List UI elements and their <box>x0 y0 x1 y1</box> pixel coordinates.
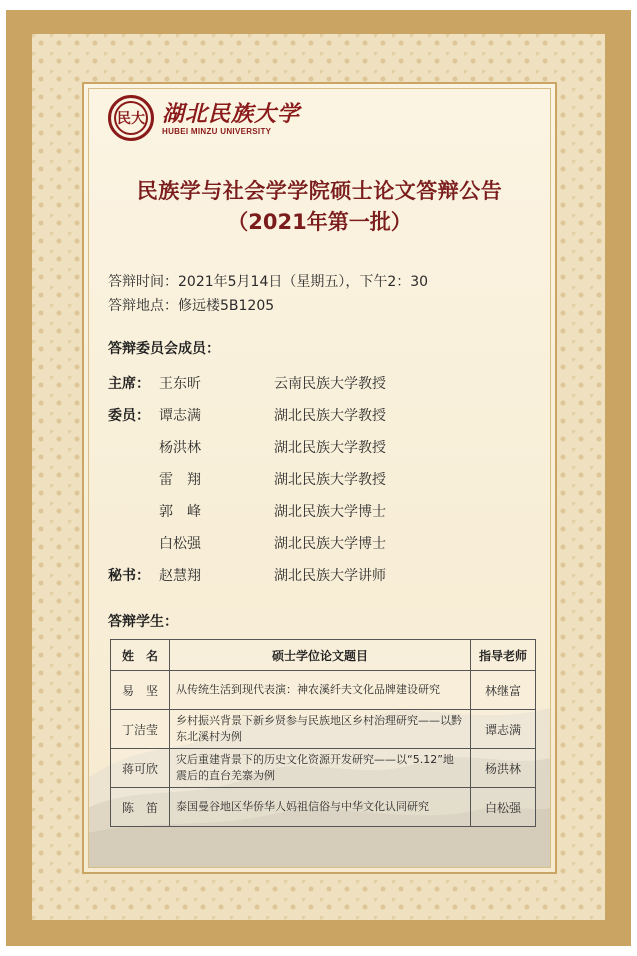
committee-name: 雷 翔 <box>159 472 201 488</box>
advisor-name: 林继富 <box>471 671 536 710</box>
committee-name: 白松强 <box>159 536 201 552</box>
thesis-title: 灾后重建背景下的历史文化资源开发研究——以“5.12”地震后的直台羌寨为例 <box>170 749 471 788</box>
page-subtitle: （2021年第一批） <box>227 210 412 234</box>
thesis-title: 乡村振兴背景下新乡贤参与民族地区乡村治理研究——以黔东北溪村为例 <box>170 710 471 749</box>
committee-name: 赵慧翔 <box>159 568 201 584</box>
advisor-name: 杨洪林 <box>471 749 536 788</box>
thesis-title: 从传统生活到现代表演：神农溪纤夫文化品牌建设研究 <box>170 671 471 710</box>
student-name: 丁洁莹 <box>111 710 170 749</box>
university-name-en: HUBEI MINZU UNIVERSITY <box>162 126 272 136</box>
table-row <box>111 671 536 710</box>
defense-place: 答辩地点：修远楼5B1205 <box>108 298 275 314</box>
student-name: 蒋可欣 <box>111 749 170 788</box>
committee-affiliation: 湖北民族大学教授 <box>274 408 386 424</box>
students-heading: 答辩学生： <box>108 614 178 630</box>
committee-name: 郭 峰 <box>159 504 201 520</box>
committee-name: 杨洪林 <box>159 440 201 456</box>
students-table <box>110 639 536 827</box>
committee-name: 王东昕 <box>159 376 201 392</box>
page-title: 民族学与社会学学院硕士论文答辩公告 <box>136 179 503 203</box>
committee-affiliation: 湖北民族大学教授 <box>274 472 386 488</box>
column-header-advisor: 指导老师 <box>471 640 536 671</box>
committee-role: 秘书： <box>108 568 150 584</box>
committee-name: 谭志满 <box>159 408 201 424</box>
table-row <box>111 749 536 788</box>
column-header-thesis: 硕士学位论文题目 <box>170 640 471 671</box>
committee-affiliation: 湖北民族大学博士 <box>274 536 386 552</box>
student-name: 陈 笛 <box>111 788 170 827</box>
student-name: 易 坚 <box>111 671 170 710</box>
table-row <box>111 788 536 827</box>
table-header-row <box>111 640 536 671</box>
column-header-name: 姓 名 <box>111 640 170 671</box>
announcement-card <box>88 88 551 868</box>
university-logo <box>108 95 300 141</box>
advisor-name: 谭志满 <box>471 710 536 749</box>
committee-affiliation: 湖北民族大学教授 <box>274 440 386 456</box>
committee-affiliation: 云南民族大学教授 <box>274 376 386 392</box>
university-seal-icon: 民大 <box>108 95 154 141</box>
committee-role: 主席： <box>108 376 150 392</box>
defense-time: 答辩时间：2021年5月14日（星期五），下午2：30 <box>108 274 429 290</box>
table-row <box>111 710 536 749</box>
committee-heading: 答辩委员会成员： <box>108 341 220 357</box>
thesis-title: 泰国曼谷地区华侨华人妈祖信俗与中华文化认同研究 <box>170 788 471 827</box>
committee-affiliation: 湖北民族大学博士 <box>274 504 386 520</box>
committee-affiliation: 湖北民族大学讲师 <box>274 568 386 584</box>
committee-role: 委员： <box>108 408 150 424</box>
university-name-cn: 湖北民族大学 <box>162 100 301 127</box>
advisor-name: 白松强 <box>471 788 536 827</box>
